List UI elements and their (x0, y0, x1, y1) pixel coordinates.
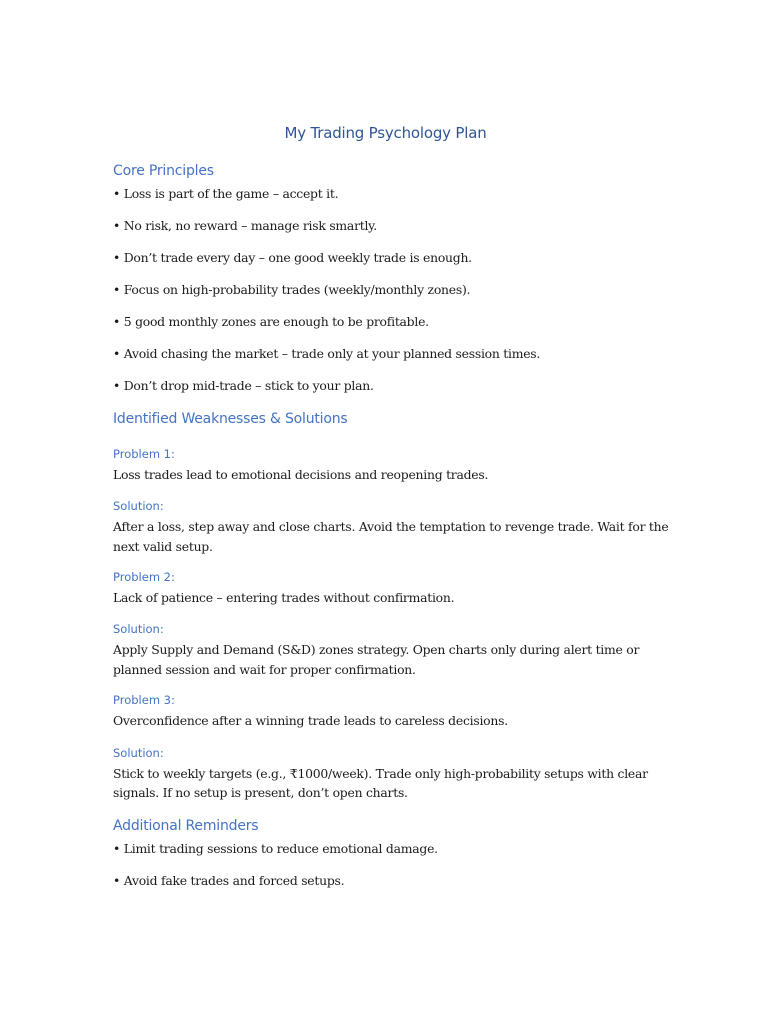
principle-item-4: • Focus on high-probability trades (weekly/monthly zones). (113, 282, 471, 297)
principle-item-5: • 5 good monthly zones are enough to be profitable. (113, 314, 429, 329)
problem-1-text: Loss trades lead to emotional decisions and reopening trades. (113, 467, 489, 482)
solution-3-line-2: signals. If no setup is present, don’t open charts. (113, 785, 408, 800)
solution-3-line-1: Stick to weekly targets (e.g., ₹1000/week). Trade only high-probability setups with clear (113, 766, 648, 781)
solution-2-label: Solution: (113, 622, 164, 636)
principle-item-2: • No risk, no reward – manage risk smartly. (113, 218, 377, 233)
heading-weaknesses-solutions: Identified Weaknesses & Solutions (113, 411, 348, 427)
heading-core-principles: Core Principles (113, 163, 214, 179)
solution-2-line-1: Apply Supply and Demand (S&D) zones strategy. Open charts only during alert time or (113, 642, 640, 657)
principle-item-1: • Loss is part of the game – accept it. (113, 186, 339, 201)
problem-1-label: Problem 1: (113, 447, 175, 461)
solution-3-label: Solution: (113, 746, 164, 760)
solution-1-line-2: next valid setup. (113, 539, 213, 554)
problem-3-text: Overconfidence after a winning trade leads to careless decisions. (113, 713, 508, 728)
principle-item-7: • Don’t drop mid-trade – stick to your plan. (113, 378, 374, 393)
solution-2-line-2: planned session and wait for proper confirmation. (113, 662, 416, 677)
solution-1-label: Solution: (113, 499, 164, 513)
principle-item-3: • Don’t trade every day – one good weekly trade is enough. (113, 250, 472, 265)
problem-2-text: Lack of patience – entering trades without confirmation. (113, 590, 455, 605)
reminder-item-1: • Limit trading sessions to reduce emotional damage. (113, 841, 438, 856)
reminder-item-2: • Avoid fake trades and forced setups. (113, 873, 345, 888)
principle-item-6: • Avoid chasing the market – trade only at your planned session times. (113, 346, 541, 361)
document-title: My Trading Psychology Plan (284, 124, 487, 142)
problem-2-label: Problem 2: (113, 570, 175, 584)
solution-1-line-1: After a loss, step away and close charts. Avoid the temptation to revenge trade. Wait for the (113, 519, 669, 534)
problem-3-label: Problem 3: (113, 693, 175, 707)
heading-additional-reminders: Additional Reminders (113, 818, 259, 834)
